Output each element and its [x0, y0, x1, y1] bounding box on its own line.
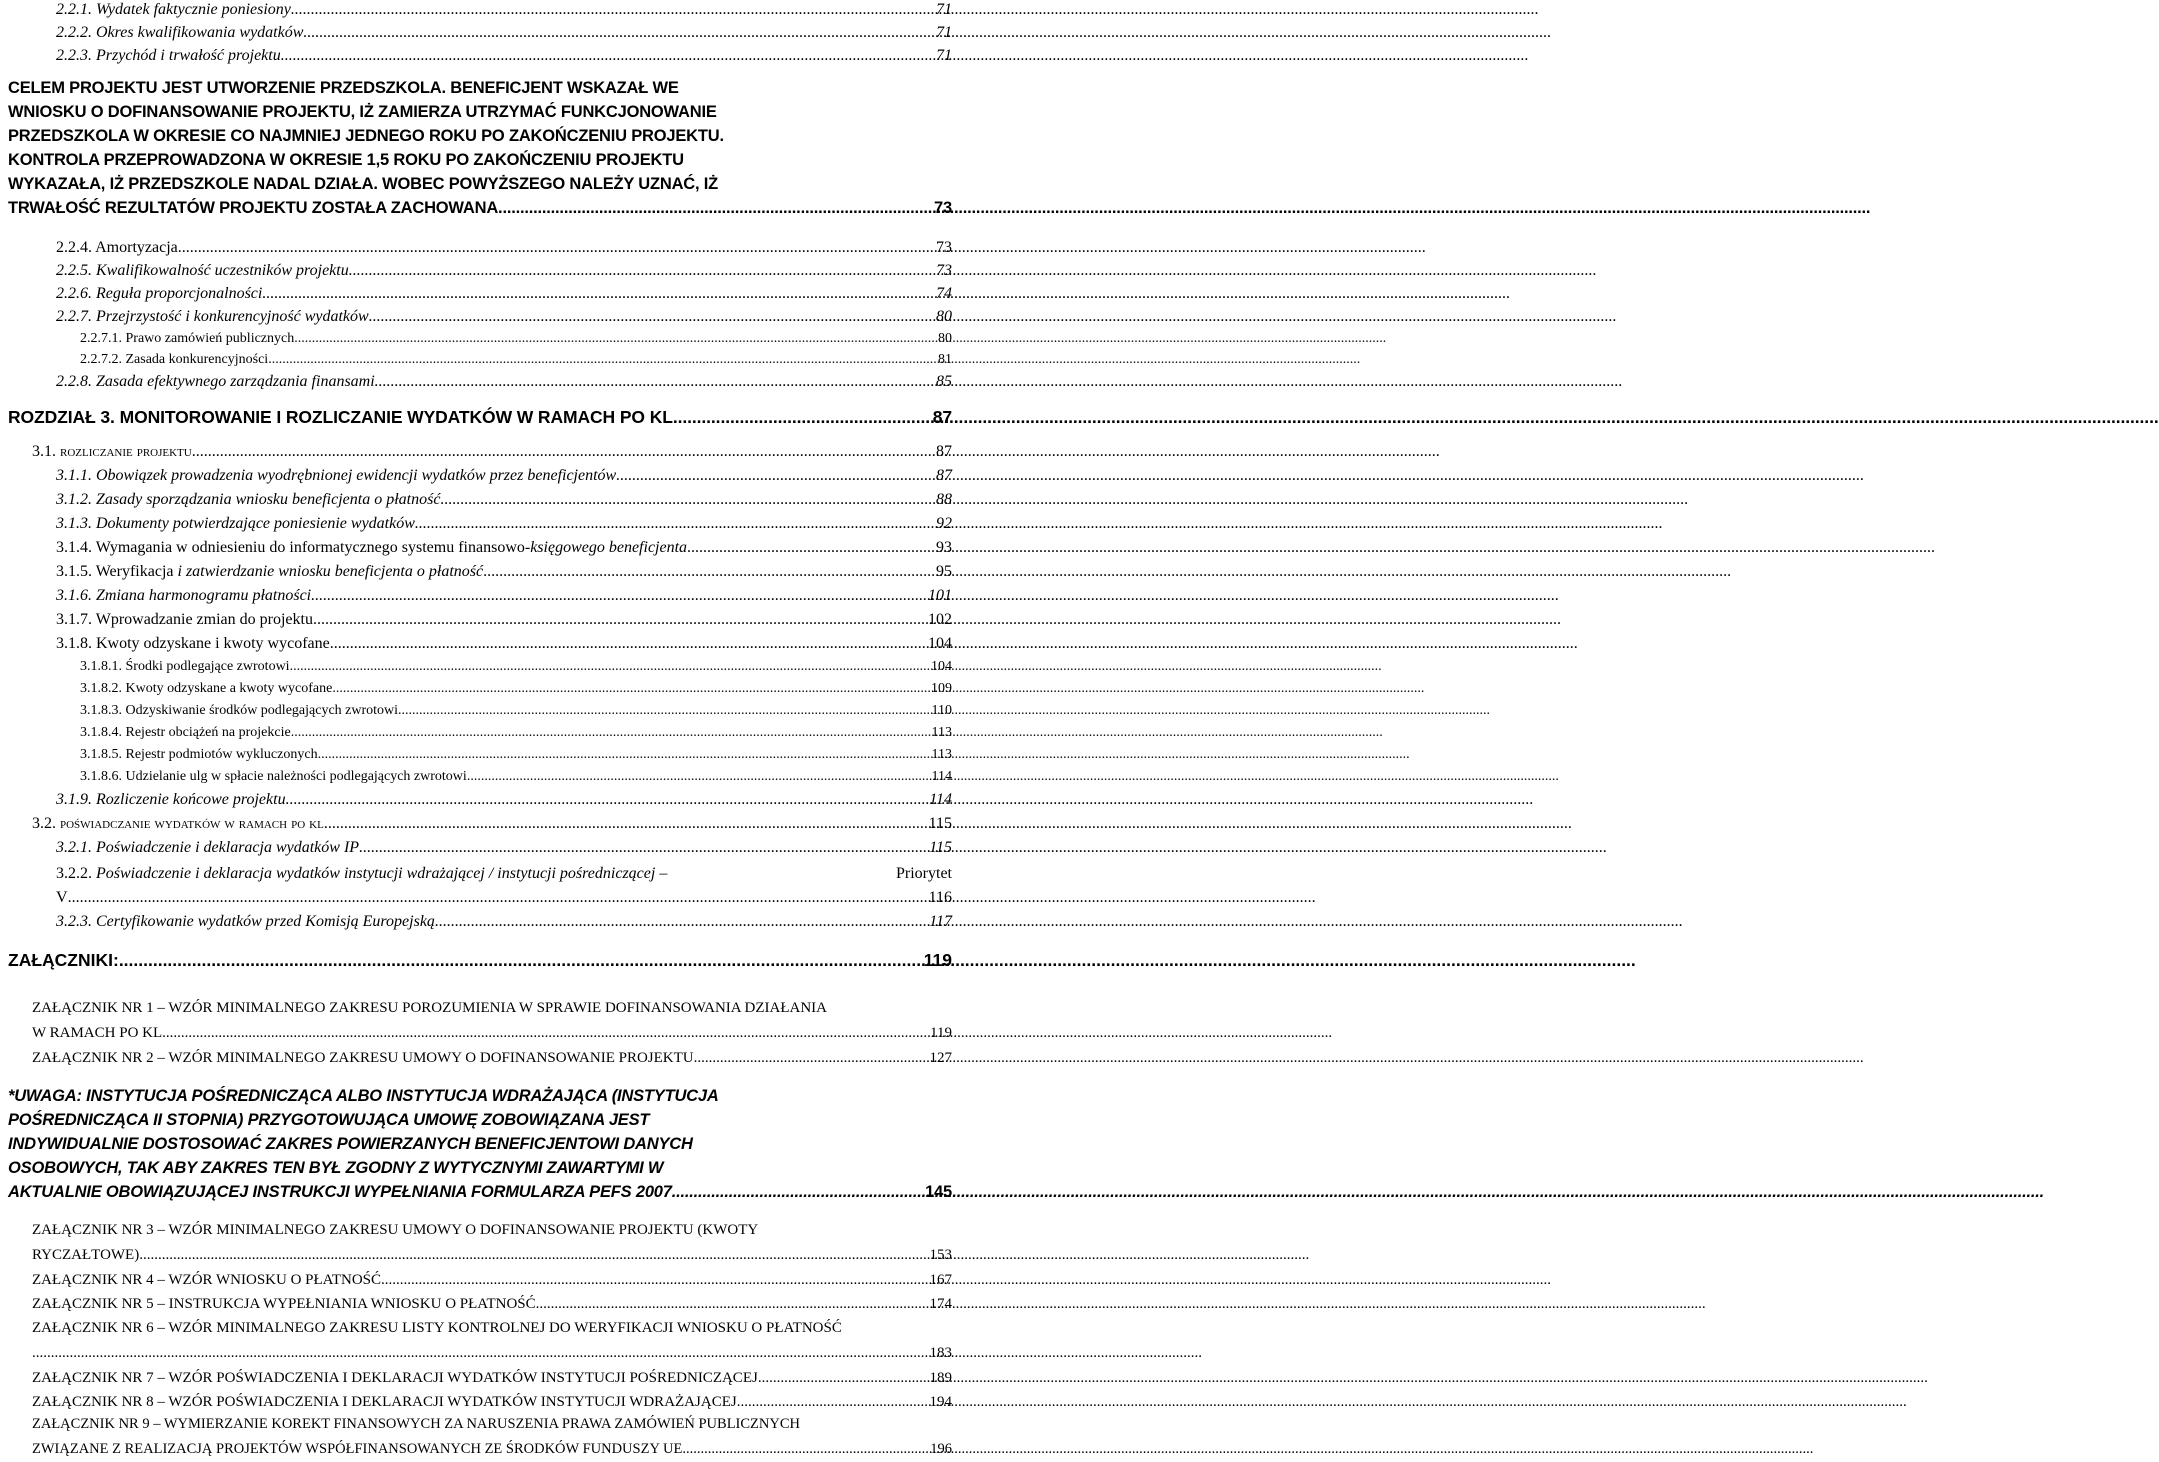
toc-entry-2-2-2[interactable] [0, 23, 960, 43]
toc-entry-number: 3.1.4. [56, 539, 92, 556]
dot-leader [318, 746, 931, 764]
toc-entry-title: Kwalifikowalność uczestników projektu [96, 262, 349, 279]
dot-leader [68, 886, 928, 910]
toc-entry-title: Certyfikowanie wydatków przed Komisją Europejską [96, 913, 435, 930]
toc-entry-number: 3.1.8.6. [80, 769, 122, 784]
toc-entry-3-1-8-4[interactable] [0, 724, 960, 742]
toc-entry-przedszkole-note[interactable] [0, 76, 960, 220]
toc-page-number: 167 [929, 1272, 952, 1288]
toc-entry-title: Zasady sporządzania wniosku beneficjenta o płatność [96, 491, 441, 508]
toc-page-number: 95 [936, 563, 952, 580]
toc-page-number: 88 [936, 491, 952, 508]
toc-entry-title: Amortyzacja [95, 239, 178, 256]
toc-page-number: 113 [931, 725, 952, 740]
toc-entry-line: AKTUALNIE OBOWIĄZUJĄCEJ INSTRUKCJI WYPEŁNIANIA FORMULARZA PEFS 2007. [8, 1183, 677, 1201]
toc-page-number: 115 [929, 839, 952, 856]
toc-page-number: 174 [929, 1296, 952, 1312]
toc-entry-number: 3.1.8. [56, 635, 92, 652]
toc-entry-number: 3.2.2. [56, 865, 92, 882]
toc-entry-number: 2.2.7.2. [80, 352, 122, 367]
toc-page-number: 80 [936, 308, 952, 325]
dot-leader [381, 1268, 928, 1293]
toc-entry-title: ZAŁĄCZNIK NR 2 – WZÓR MINIMALNEGO ZAKRESU UMOWY O DOFINANSOWANIE PROJEKTU [32, 1050, 694, 1066]
toc-entry-3-1-8[interactable] [0, 634, 960, 654]
toc-entry-3-1-9[interactable] [0, 790, 960, 810]
toc-entry-number: 2.2.4. [56, 239, 92, 256]
toc-entry-title: rozliczanie projektu [60, 443, 192, 460]
toc-entry-line: ZAŁĄCZNIK NR 3 – WZÓR MINIMALNEGO ZAKRESU UMOWY O DOFINANSOWANIE PROJEKTU (KWOTY [32, 1222, 759, 1238]
toc-entry-line: OSOBOWYCH, TAK ABY ZAKRES TEN BYŁ ZGODNY Z WYTYCZNYMI ZAWARTYMI W [8, 1159, 664, 1177]
toc-page-number: 85 [936, 373, 952, 390]
toc-entry-3-1-5[interactable] [0, 562, 960, 582]
toc-entry-line: KONTROLA PRZEPROWADZONA W OKRESIE 1,5 ROKU PO ZAKOŃCZENIU PROJEKTU [8, 151, 684, 169]
toc-entry-3-1-3[interactable] [0, 514, 960, 534]
toc-page-number: 113 [931, 747, 952, 762]
toc-entry-title: ZAŁĄCZNIK NR 4 – WZÓR WNIOSKU O PŁATNOŚĆ [32, 1272, 382, 1288]
toc-page-number: 153 [929, 1247, 952, 1263]
toc-entry-number: 3.2.1. [56, 839, 92, 856]
toc-entry-title: Przychód i trwałość projektu [96, 47, 281, 64]
dot-leader [311, 586, 927, 606]
toc-entry-2-2-5[interactable] [0, 261, 960, 281]
toc-entry-number: 3.1.3. [56, 515, 92, 532]
toc-entry-number: 3.1.2. [56, 491, 92, 508]
dot-leader [268, 351, 937, 369]
toc-entry-title: Poświadczenie i deklaracja wydatków IP [96, 839, 360, 856]
toc-entry-zalacznik-4[interactable] [0, 1268, 960, 1293]
toc-entry-title: Zasada konkurencyjności [125, 352, 269, 367]
toc-entry-line: WYKAZAŁA, IŻ PRZEDSZKOLE NADAL DZIAŁA. WOBEC POWYŻSZEGO NALEŻY UZNAĆ, IŻ [8, 175, 719, 193]
toc-entry-title: Rejestr podmiotów wykluczonych [125, 747, 318, 762]
dot-leader [435, 912, 928, 932]
dot-leader [440, 490, 935, 510]
toc-entry-line: RYCZAŁTOWE) [32, 1247, 140, 1263]
toc-page-number: 119 [923, 950, 952, 970]
toc-entry-number: 3.2.3. [56, 913, 92, 930]
toc-entry-zalacznik-6[interactable] [0, 1316, 960, 1366]
dot-leader [687, 538, 935, 558]
dot-leader [192, 442, 935, 462]
toc-entry-number: 3.1.8.5. [80, 747, 122, 762]
dot-leader [32, 1341, 929, 1366]
toc-entry-number: 3.1.8.4. [80, 725, 122, 740]
toc-entry-line: TRWAŁOŚĆ REZULTATÓW PROJEKTU ZOSTAŁA ZACHOWANA. [8, 199, 503, 217]
toc-page-number: 87 [936, 467, 952, 484]
toc-page-number: 114 [929, 791, 952, 808]
toc-page-number: 71 [936, 1, 952, 18]
toc-page-number: 102 [928, 611, 952, 628]
toc-entry-title: Wydatek faktycznie poniesiony [96, 1, 291, 18]
toc-entry-title: ZAŁĄCZNIK NR 5 – INSTRUKCJA WYPEŁNIANIA WNIOSKU O PŁATNOŚĆ [32, 1296, 536, 1312]
dot-leader [359, 838, 928, 858]
toc-entry-zalaczniki[interactable] [0, 948, 960, 972]
toc-entry-title: Odzyskiwanie środków podlegających zwrotowi [125, 703, 399, 718]
dot-leader [694, 1046, 929, 1071]
toc-entry-3-2-1[interactable] [0, 838, 960, 858]
toc-entry-number: 2.2.3. [56, 47, 92, 64]
toc-entry-number: 2.2.2. [56, 24, 92, 41]
toc-entry-line: WNIOSKU O DOFINANSOWANIE PROJEKTU, IŻ ZAMIERZA UTRZYMAĆ FUNKCJONOWANIE [8, 103, 717, 121]
toc-entry-zalacznik-1[interactable] [0, 996, 960, 1046]
toc-entry-title: Zasada efektywnego zarządzania finansami [96, 373, 375, 390]
toc-entry-zalacznik-3[interactable] [0, 1218, 960, 1268]
dot-leader [349, 261, 935, 281]
toc-entry-number: 3.1.8.1. [80, 659, 122, 674]
toc-entry-3-1-8-2[interactable] [0, 680, 960, 698]
toc-entry-title: poświadczanie wydatków w ramach po kl [60, 815, 324, 832]
toc-entry-line: ZWIĄZANE Z REALIZACJĄ PROJEKTÓW WSPÓŁFINANSOWANYCH ZE ŚRODKÓW FUNDUSZY UE [32, 1441, 683, 1457]
dot-leader [178, 238, 935, 258]
toc-page-number: 101 [928, 587, 952, 604]
toc-entry-title: Kwoty odzyskane i kwoty wycofane [96, 635, 330, 652]
toc-page-number: 71 [936, 47, 952, 64]
toc-page-number: 104 [931, 659, 952, 674]
toc-entry-title-italic: i zatwierdzanie wniosku beneficjenta o płatność [177, 563, 484, 580]
dot-leader [369, 307, 935, 327]
toc-entry-2-2-8[interactable] [0, 372, 960, 392]
toc-page-number: 92 [936, 515, 952, 532]
toc-entry-number: 2.2.5. [56, 262, 92, 279]
dot-leader [398, 702, 930, 720]
toc-entry-title: Wymagania w odniesieniu do informatycznego systemu finansowo- [95, 539, 531, 556]
toc-entry-zalacznik-7[interactable] [0, 1366, 960, 1391]
toc-entry-3-1[interactable] [0, 442, 960, 462]
dot-leader [758, 1366, 929, 1391]
toc-entry-uwaga[interactable] [0, 1084, 960, 1204]
toc-entry-3-1-8-1[interactable] [0, 658, 960, 676]
toc-entry-number: 3.1. [32, 443, 56, 460]
toc-entry-title: Udzielanie ulg w spłacie należności podlegających zwrotowi [125, 769, 467, 784]
dot-leader [291, 724, 931, 742]
dot-leader [676, 1180, 924, 1204]
toc-entry-title: Obowiązek prowadzenia wyodrębnionej ewidencji wydatków przez beneficjentów [96, 467, 617, 484]
toc-page-number: 119 [930, 1025, 952, 1041]
dot-leader [286, 790, 929, 810]
dot-leader [119, 948, 923, 972]
toc-entry-number: 2.2.6. [56, 285, 92, 302]
toc-entry-line: CELEM PROJEKTU JEST UTWORZENIE PRZEDSZKOLA. BENEFICJENT WSKAZAŁ WE [8, 79, 679, 97]
toc-entry-3-1-2[interactable] [0, 490, 960, 510]
dot-leader [281, 46, 935, 66]
toc-entry-title: Okres kwalifikowania wydatków [96, 24, 304, 41]
toc-page-number: 110 [931, 703, 952, 718]
toc-entry-line: POŚREDNICZĄCA II STOPNIA) PRZYGOTOWUJĄCA UMOWĘ ZOBOWIĄZANA JEST [8, 1111, 650, 1129]
toc-entry-3-2-3[interactable] [0, 912, 960, 932]
toc-entry-3-1-8-6[interactable] [0, 768, 960, 786]
dot-leader [682, 1437, 929, 1462]
toc-entry-zalacznik-5[interactable] [0, 1292, 960, 1317]
dot-leader [330, 634, 927, 654]
toc-page-number: 93 [936, 539, 952, 556]
toc-entry-number: 2.2.7. [56, 308, 92, 325]
toc-entry-title: Kwoty odzyskane a kwoty wycofane [125, 681, 333, 696]
toc-entry-title: Środki podlegające zwrotowi [125, 659, 290, 674]
toc-entry-number: 3.1.7. [56, 611, 92, 628]
toc-entry-number: 2.2.7.1. [80, 331, 122, 346]
dot-leader [313, 610, 927, 630]
dot-leader [290, 658, 930, 676]
toc-page-number: 73 [934, 199, 952, 217]
toc-entry-2-2-7[interactable] [0, 307, 960, 327]
toc-entry-title: Rejestr obciążeń na projekcie [125, 725, 291, 740]
toc-entry-number: 2.2.1. [56, 1, 92, 18]
toc-entry-chapter-3[interactable] [0, 405, 960, 429]
toc-page-number: 183 [929, 1345, 952, 1361]
toc-entry-line: *UWAGA: INSTYTUCJA POŚREDNICZĄCA ALBO INSTYTUCJA WDRAŻAJĄCA (INSTYTUCJA [8, 1087, 719, 1105]
toc-page-number: 74 [936, 285, 952, 302]
toc-page-number: 73 [936, 239, 952, 256]
toc-entry-title: ZAŁĄCZNIK NR 8 – WZÓR POŚWIADCZENIA I DEKLARACJI WYDATKÓW INSTYTUCJI WDRAŻAJĄCEJ [32, 1394, 737, 1410]
toc-entry-number: 3.1.1. [56, 467, 92, 484]
toc-entry-title: Rozliczenie końcowe projektu [96, 791, 286, 808]
toc-entry-3-1-7[interactable] [0, 610, 960, 630]
dot-leader [139, 1243, 928, 1268]
dot-leader [673, 405, 932, 429]
toc-entry-2-2-7-2[interactable] [0, 351, 960, 369]
toc-entry-3-1-1[interactable] [0, 466, 960, 486]
toc-entry-title-cont: V [56, 889, 68, 906]
toc-page-number: 194 [929, 1394, 952, 1410]
toc-entry-line: INDYWIDUALNIE DOSTOSOWAĆ ZAKRES POWIERZANYCH BENEFICJENTOWI DANYCH [8, 1135, 693, 1153]
toc-page-number: 196 [930, 1441, 952, 1457]
toc-entry-title: MONITOROWANIE I ROZLICZANIE WYDATKÓW W RAMACH PO KL [119, 407, 673, 427]
toc-entry-2-2-7-1[interactable] [0, 330, 960, 348]
toc-entry-3-1-6[interactable] [0, 586, 960, 606]
toc-entry-title-italic: księgowego beneficjenta [530, 539, 688, 556]
toc-entry-number: 3.1.6. [56, 587, 92, 604]
toc-entry-3-2[interactable] [0, 814, 960, 834]
toc-entry-number: 3.1.8.3. [80, 703, 122, 718]
toc-entry-title: Prawo zamówień publicznych [125, 331, 295, 346]
toc-entry-2-2-4[interactable] [0, 238, 960, 258]
toc-entry-zalacznik-2[interactable] [0, 1046, 960, 1071]
dot-leader [332, 680, 930, 698]
toc-entry-3-1-8-5[interactable] [0, 746, 960, 764]
toc-entry-title: Wprowadzanie zmian do projektu [95, 611, 313, 628]
toc-page-number: 104 [928, 635, 952, 652]
toc-entry-number: 3.2. [32, 815, 56, 832]
toc-page-number: 87 [932, 407, 952, 427]
toc-entry-line: PRZEDSZKOLA W OKRESIE CO NAJMNIEJ JEDNEGO ROKU PO ZAKOŃCZENIU PROJEKTU. [8, 127, 724, 145]
toc-page-number: 114 [931, 769, 952, 784]
dot-leader [502, 196, 933, 220]
toc-page-number: 115 [928, 815, 952, 832]
toc-entry-title: Zmiana harmonogramu płatności [96, 587, 312, 604]
toc-entry-title-cont: Priorytet [896, 865, 952, 882]
dot-leader [262, 284, 935, 304]
dot-leader [467, 768, 931, 786]
toc-entry-title: Dokumenty potwierdzające poniesienie wydatków [96, 515, 415, 532]
toc-entry-title: Weryfikacja [95, 563, 174, 580]
dot-leader [291, 0, 935, 20]
toc-entry-title: ZAŁĄCZNIK NR 7 – WZÓR POŚWIADCZENIA I DEKLARACJI WYDATKÓW INSTYTUCJI POŚREDNICZĄCEJ [32, 1370, 758, 1386]
toc-page-number: 87 [936, 443, 952, 460]
toc-entry-number: ROZDZIAŁ 3. [8, 407, 115, 427]
dot-leader [324, 814, 928, 834]
toc-entry-line: ZAŁĄCZNIK NR 1 – WZÓR MINIMALNEGO ZAKRESU POROZUMIENIA W SPRAWIE DOFINANSOWANIA DZIAŁANIA [32, 1000, 828, 1016]
dot-leader [415, 514, 935, 534]
toc-entry-line: ZAŁĄCZNIK NR 9 – WYMIERZANIE KOREKT FINANSOWYCH ZA NARUSZENIA PRAWA ZAMÓWIEŃ PUBLICZNYCH [32, 1416, 800, 1432]
dot-leader [303, 23, 935, 43]
toc-page-number: 81 [938, 352, 952, 367]
toc-entry-3-1-8-3[interactable] [0, 702, 960, 720]
toc-page-number: 145 [925, 1183, 952, 1201]
dot-leader [616, 466, 935, 486]
toc-page-number: 80 [938, 331, 952, 346]
toc-page-number: 71 [936, 24, 952, 41]
dot-leader [294, 330, 937, 348]
dot-leader [483, 562, 935, 582]
toc-entry-number: 3.1.8.2. [80, 681, 122, 696]
dot-leader [375, 372, 935, 392]
dot-leader [162, 1021, 929, 1046]
toc-entry-zalacznik-9[interactable] [0, 1412, 960, 1462]
toc-entry-2-2-6[interactable] [0, 284, 960, 304]
toc-page-number: 117 [929, 913, 952, 930]
toc-page-number: 73 [936, 262, 952, 279]
toc-entry-number: 3.1.9. [56, 791, 92, 808]
toc-entry-line: ZAŁĄCZNIK NR 6 – WZÓR MINIMALNEGO ZAKRESU LISTY KONTROLNEJ DO WERYFIKACJI WNIOSKU O PŁATNOŚĆ [32, 1320, 842, 1336]
toc-entry-title: Przejrzystość i konkurencyjność wydatków [96, 308, 369, 325]
toc-entry-3-2-2[interactable] [0, 862, 960, 910]
toc-entry-2-2-3[interactable] [0, 46, 960, 66]
toc-page-number: 116 [928, 889, 952, 906]
toc-page-number: 127 [929, 1050, 952, 1066]
toc-entry-3-1-4[interactable] [0, 538, 960, 558]
toc-entry-number: 3.1.5. [56, 563, 92, 580]
toc-entry-number: 2.2.8. [56, 373, 92, 390]
toc-entry-2-2-1[interactable] [0, 0, 960, 20]
toc-page-number: 109 [931, 681, 952, 696]
toc-entry-line: W RAMACH PO KL [32, 1025, 163, 1041]
toc-entry-title: ZAŁĄCZNIKI: [8, 950, 119, 970]
toc-page-number: 189 [929, 1370, 952, 1386]
toc-entry-title: Reguła proporcjonalności [96, 285, 263, 302]
dot-leader [536, 1292, 929, 1317]
toc-entry-title: Poświadczenie i deklaracja wydatków instytucji wdrażającej / instytucji pośredniczącej – [96, 865, 668, 882]
